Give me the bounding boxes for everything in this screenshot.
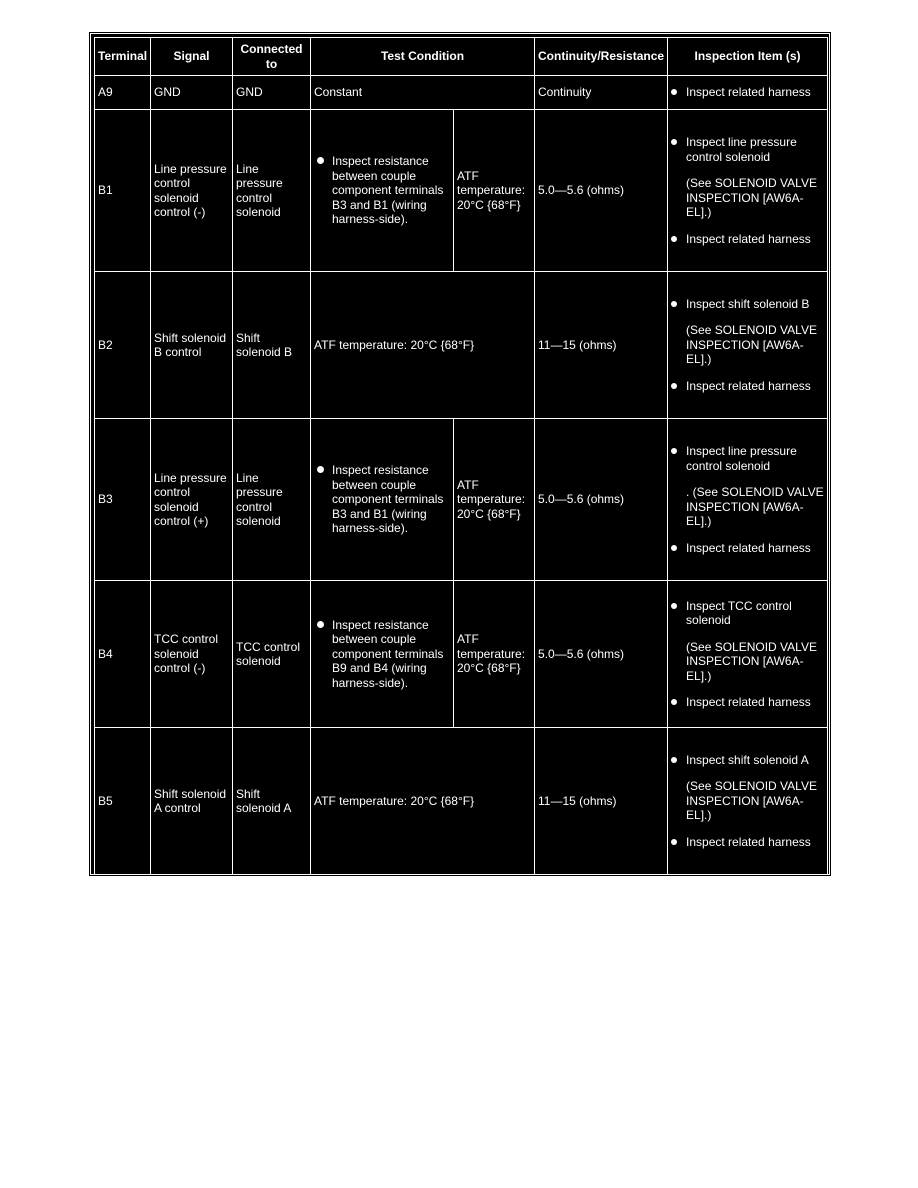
- inspection-item: Inspect shift solenoid A: [671, 753, 824, 768]
- connected-to-cell: GND: [233, 76, 311, 110]
- terminal-cell: B1: [95, 110, 151, 272]
- table-row: [95, 272, 828, 419]
- inspection-reference-note: (See SOLENOID VALVE INSPECTION [AW6A-EL].): [686, 639, 817, 683]
- terminal-cell: B4: [95, 581, 151, 728]
- signal-cell: Line pressure control solenoid control (+): [151, 419, 233, 581]
- test-condition-temperature-cell: ATF temperature: 20°C {68°F}: [454, 419, 535, 581]
- table-row: [95, 419, 828, 581]
- test-condition-bullet-cell: [311, 110, 454, 272]
- continuity-cell: 5.0—5.6 (ohms): [535, 419, 668, 581]
- connected-to-cell: TCC control solenoid: [233, 581, 311, 728]
- header-inspection: Inspection Item (s): [668, 38, 828, 76]
- inspection-item: Inspect related harness: [671, 835, 824, 850]
- inspection-item: Inspect related harness: [671, 379, 824, 394]
- continuity-cell: 5.0—5.6 (ohms): [535, 581, 668, 728]
- terminal-cell: A9: [95, 76, 151, 110]
- inspection-item: Inspect related harness: [671, 85, 824, 100]
- terminal-cell: B5: [95, 728, 151, 875]
- test-condition-temperature-cell: ATF temperature: 20°C {68°F}: [454, 581, 535, 728]
- terminal-inspection-table: [94, 37, 828, 875]
- test-condition-bullet: Inspect resistance between couple component terminals B9 and B4 (wiring harness-side).: [314, 618, 450, 691]
- connected-to-cell: Shift solenoid B: [233, 272, 311, 419]
- terminal-inspection-table-frame: [90, 33, 830, 875]
- inspection-cell: [668, 419, 828, 581]
- inspection-cell: [668, 76, 828, 110]
- inspection-item: Inspect line pressure control solenoid: [671, 135, 824, 164]
- continuity-cell: Continuity: [535, 76, 668, 110]
- test-condition-bullet-cell: [311, 581, 454, 728]
- test-condition-temperature-cell: ATF temperature: 20°C {68°F}: [454, 110, 535, 272]
- continuity-cell: 5.0—5.6 (ohms): [535, 110, 668, 272]
- inspection-reference-note: (See SOLENOID VALVE INSPECTION [AW6A-EL].): [686, 176, 817, 219]
- inspection-reference-note: . (See SOLENOID VALVE INSPECTION [AW6A-EL].): [686, 485, 824, 528]
- header-terminal: Terminal: [95, 38, 151, 76]
- continuity-cell: 11—15 (ohms): [535, 728, 668, 875]
- signal-cell: Shift solenoid A control: [151, 728, 233, 875]
- inspection-item: Inspect related harness: [671, 232, 824, 247]
- signal-cell: Line pressure control solenoid control (-): [151, 110, 233, 272]
- connected-to-cell: Shift solenoid A: [233, 728, 311, 875]
- table-row: [95, 110, 828, 272]
- inspection-reference-note: (See SOLENOID VALVE INSPECTION [AW6A-EL].): [686, 779, 817, 823]
- signal-cell: TCC control solenoid control (-): [151, 581, 233, 728]
- inspection-cell: [668, 581, 828, 728]
- inspection-item: Inspect related harness: [671, 695, 824, 710]
- test-condition-cell: ATF temperature: 20°C {68°F}: [311, 728, 535, 875]
- terminal-cell: B3: [95, 419, 151, 581]
- inspection-item: Inspect TCC control solenoid: [671, 599, 824, 628]
- table-row: [95, 76, 828, 110]
- continuity-cell: 11—15 (ohms): [535, 272, 668, 419]
- connected-to-cell: Line pressure control solenoid: [233, 419, 311, 581]
- table-row: [95, 581, 828, 728]
- test-condition-bullet: Inspect resistance between couple component terminals B3 and B1 (wiring harness-side).: [314, 154, 450, 227]
- table-row: [95, 728, 828, 875]
- header-signal: Signal: [151, 38, 233, 76]
- header-connected-to: Connected to: [233, 38, 311, 76]
- test-condition-cell: Constant: [311, 76, 535, 110]
- inspection-item: Inspect related harness: [671, 541, 824, 556]
- connected-to-cell: Line pressure control solenoid: [233, 110, 311, 272]
- terminal-cell: B2: [95, 272, 151, 419]
- test-condition-bullet-cell: [311, 419, 454, 581]
- test-condition-cell: ATF temperature: 20°C {68°F}: [311, 272, 535, 419]
- inspection-item: Inspect line pressure control solenoid: [671, 444, 824, 473]
- test-condition-bullet: Inspect resistance between couple component terminals B3 and B1 (wiring harness-side).: [314, 463, 450, 536]
- inspection-cell: [668, 110, 828, 272]
- signal-cell: Shift solenoid B control: [151, 272, 233, 419]
- inspection-reference-note: (See SOLENOID VALVE INSPECTION [AW6A-EL].): [686, 323, 817, 367]
- signal-cell: GND: [151, 76, 233, 110]
- header-test-condition: Test Condition: [311, 38, 535, 76]
- inspection-cell: [668, 272, 828, 419]
- inspection-item: Inspect shift solenoid B: [671, 297, 824, 312]
- inspection-cell: [668, 728, 828, 875]
- header-continuity: Continuity/Resistance: [535, 38, 668, 76]
- header-row: [95, 38, 828, 76]
